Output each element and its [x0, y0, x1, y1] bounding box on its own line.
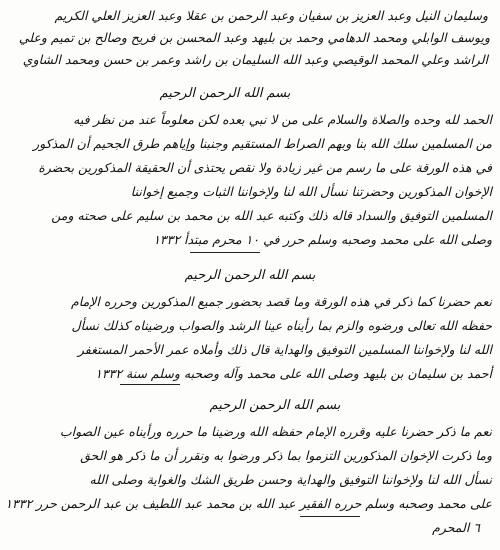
basmala-heading: بسم الله الرحمن الرحيم	[159, 86, 291, 101]
intro-line: وسليمان النيل وعبد العزيز بن سفيان وعبد الرحمن بن عقلا وعبد العزيز العلي الكريم	[54, 8, 488, 23]
endorsement-line: الله لنا ولإخواننا المسلمين التوفيق والهداية قال ذلك وأملاه عمر الأحمر المستغفر	[77, 342, 492, 357]
declaration-line: الحمد لله وحده والصلاة والسلام على من لا نبي بعده لكن معلوماً عند من نظر فيه	[73, 112, 492, 127]
declaration-line: من المسلمين سلك الله بنا وبهم الصراط المستقيم وجنبنا وإياهم طرق الجحيم أن المذكور	[33, 136, 492, 151]
confirmation-line: على محمد وصحبه وسلم حرره الفقير عبد الله بن محمد عبد اللطيف بن عبد الرحمن حرر ١٣٣٢	[5, 496, 492, 511]
intro-line: الراشد وعلي المحمد الوقيصي وعبد الله السليمان بن راشد وعمر بن حسن ومحمد الشاوي	[22, 52, 488, 67]
confirmation-date-line: ٦ المحرم	[432, 520, 480, 535]
confirmation-line: نعم ما ذكر حضرنا عليه وقرره الإمام حفظه الله ورضينا ما حرره ورأيناه عين الصواب	[59, 424, 492, 439]
declaration-line: الإخوان المذكورين وحضرتنا نسأل الله لنا ولإخواننا الثبات وجميع إخواننا	[130, 184, 492, 199]
signature-flourish	[120, 384, 180, 385]
basmala-heading: بسم الله الرحمن الرحيم	[184, 268, 316, 283]
confirmation-line: نسأل الله لنا ولإخواننا التوفيق والهداية وحسن طريق الشك والغواية وصلى الله	[89, 472, 492, 487]
declaration-line: وصلى الله على محمد وصحبه وسلم حرر في ١٠ محرم مبتدأ ١٣٣٢	[153, 232, 492, 247]
intro-line: ويوسف الوابلي ومحمد الدهامي وحمد بن بليهد وعبد المحسن بن فريح وصالح بن تميم وعلي	[18, 30, 490, 45]
basmala-heading: بسم الله الرحمن الرحيم	[209, 398, 341, 413]
signature-flourish	[300, 516, 360, 517]
signature-flourish	[190, 252, 260, 253]
endorsement-line: حفظه الله تعالى ورضوه والزم بما رأيناه عينا الرشد والصواب ورضيناه كذلك نسأل	[71, 318, 492, 333]
endorsement-line: نعم حضرنا كما ذكر في هذه الورقة وما قصد بحضور جميع المذكورين وحرره الإمام	[71, 294, 492, 309]
declaration-line: المسلمين التوفيق والسداد قاله ذلك وكتبه عبد الله بن محمد بن سليم على صحته ومن	[51, 208, 492, 223]
declaration-line: في هذه الورقة على ما رسم من غير زيادة ولا نقص يحتذى أن الحقيقة المذكورين بحضرة	[38, 160, 492, 175]
endorsement-line: أحمد بن سليمان بن بليهد وصلى الله على محمد وآله وصحبه وسلم سنة ١٣٣٢	[95, 366, 492, 381]
confirmation-line: وما ذكرت الإخوان المذكورين التزموا بما ذكر ورضوا به ونقرر أن ما ذكر هو الحق	[80, 448, 492, 463]
